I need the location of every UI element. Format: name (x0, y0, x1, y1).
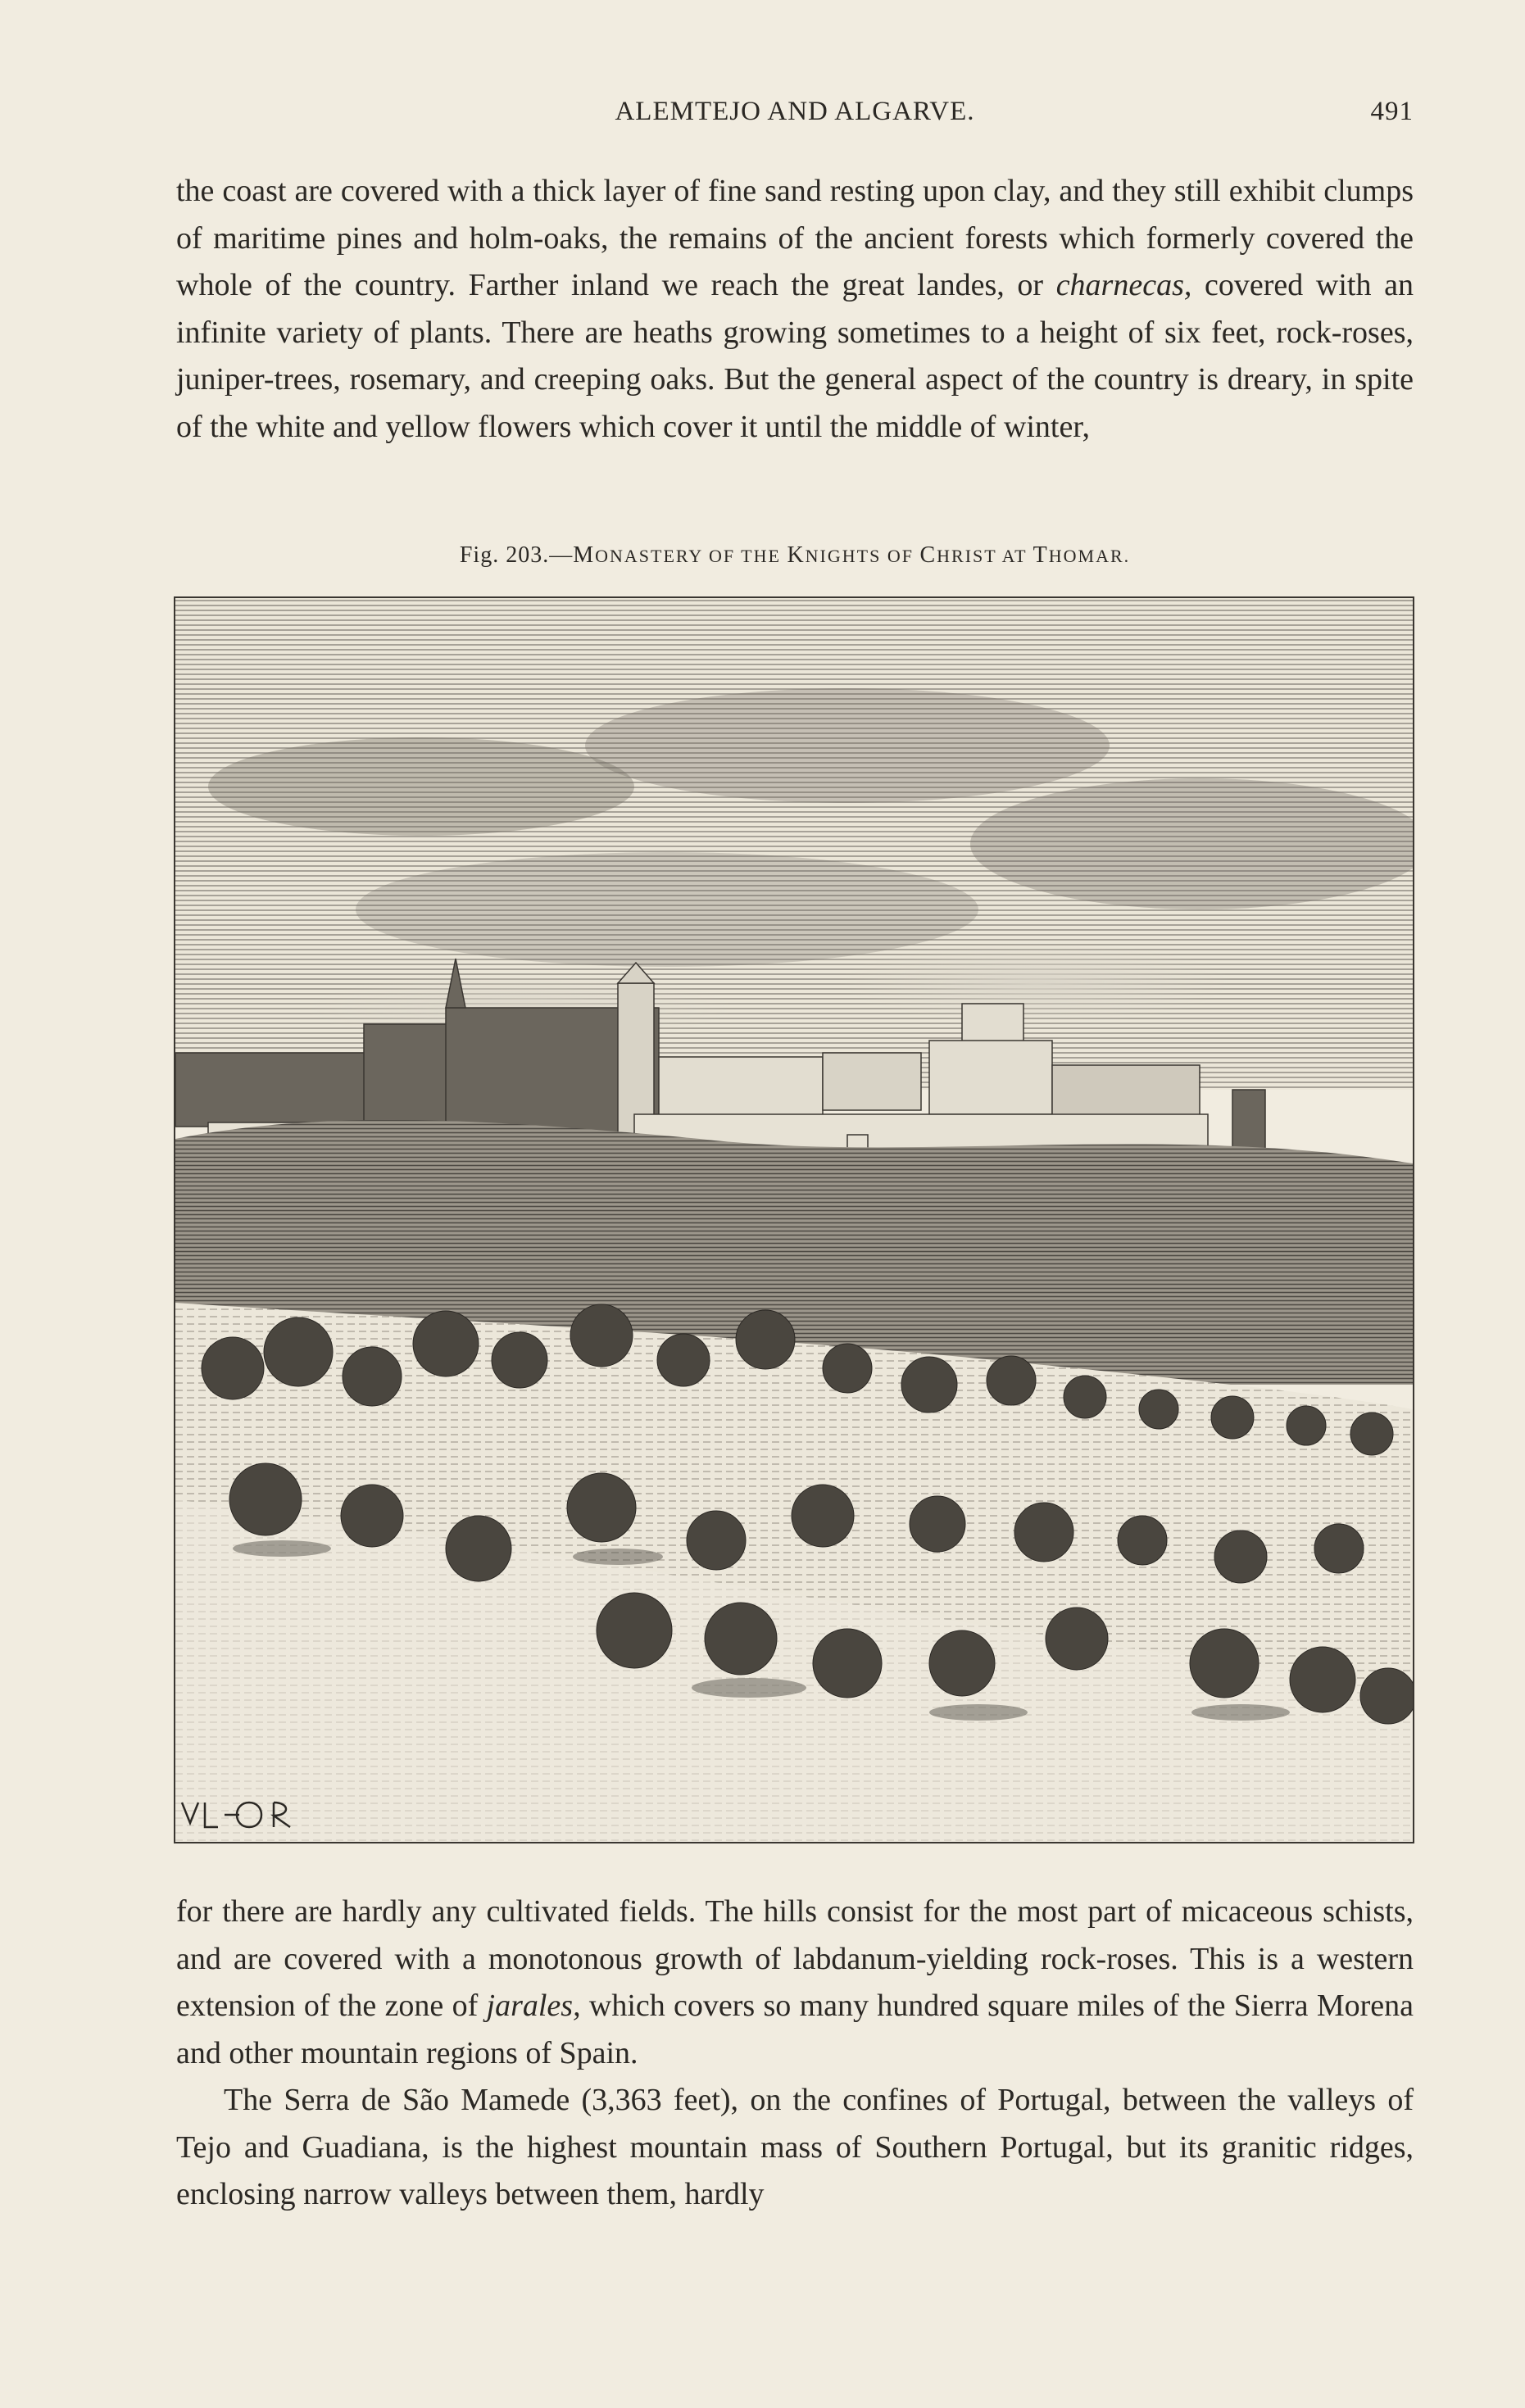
page-number: 491 (1370, 97, 1414, 126)
top-text-start: the coast are covered with a thick layer of fine sand resting upon clay, and they still exhibit clumps of maritime pines and holm-oaks, the remains of the ancient forests which formerly covered the whole of the country. Farther inland we reach the great landes, or (176, 174, 1414, 302)
running-title: ALEMTEJO AND ALGARVE. (615, 97, 975, 126)
figure-label: Fig. 203.— (459, 542, 574, 568)
top-paragraph (176, 168, 1414, 451)
engraving-illustration (174, 596, 1414, 1843)
bottom-paragraph-2: The Serra de São Mamede (3,363 feet), on the confines of Portugal, between the valleys of Tejo and Guadiana, is the highest mountain mass of Southern Portugal, but its granitic ridges, enclosing narrow valleys between them, hardly (176, 2083, 1414, 2211)
top-text-end: covered with an infinite variety of plants. There are heaths growing sometimes to a height of six feet, rock-roses, juniper-trees, rosemary, and creeping oaks. But the general aspect of the country is dreary, in spite of the white and yellow flowers which cover it until the middle of winter, (176, 268, 1414, 444)
figure-caption (176, 542, 1414, 569)
bottom-p1-italic: jarales, (486, 1989, 581, 2023)
bottom-paragraph-1 (176, 1889, 1414, 2077)
engraving-drawing (175, 598, 1413, 1842)
bottom-p1-end: which covers so many hundred square miles of the Sierra Morena and other mountain regions of Spain. (176, 1989, 1414, 2070)
running-head (176, 97, 1414, 136)
top-text-italic: charnecas, (1055, 268, 1192, 302)
bottom-p1-start: for there are hardly any cultivated fields. The hills consist for the most part of micaceous schists, and are covered with a monotonous growth of labdanum-yielding rock-roses. This is a western extension of the zone of (176, 1894, 1414, 2023)
bottom-text (176, 1889, 1414, 2219)
figure-caption-text: MONASTERY OF THE KNIGHTS OF CHRIST AT THOMAR. (573, 542, 1131, 568)
